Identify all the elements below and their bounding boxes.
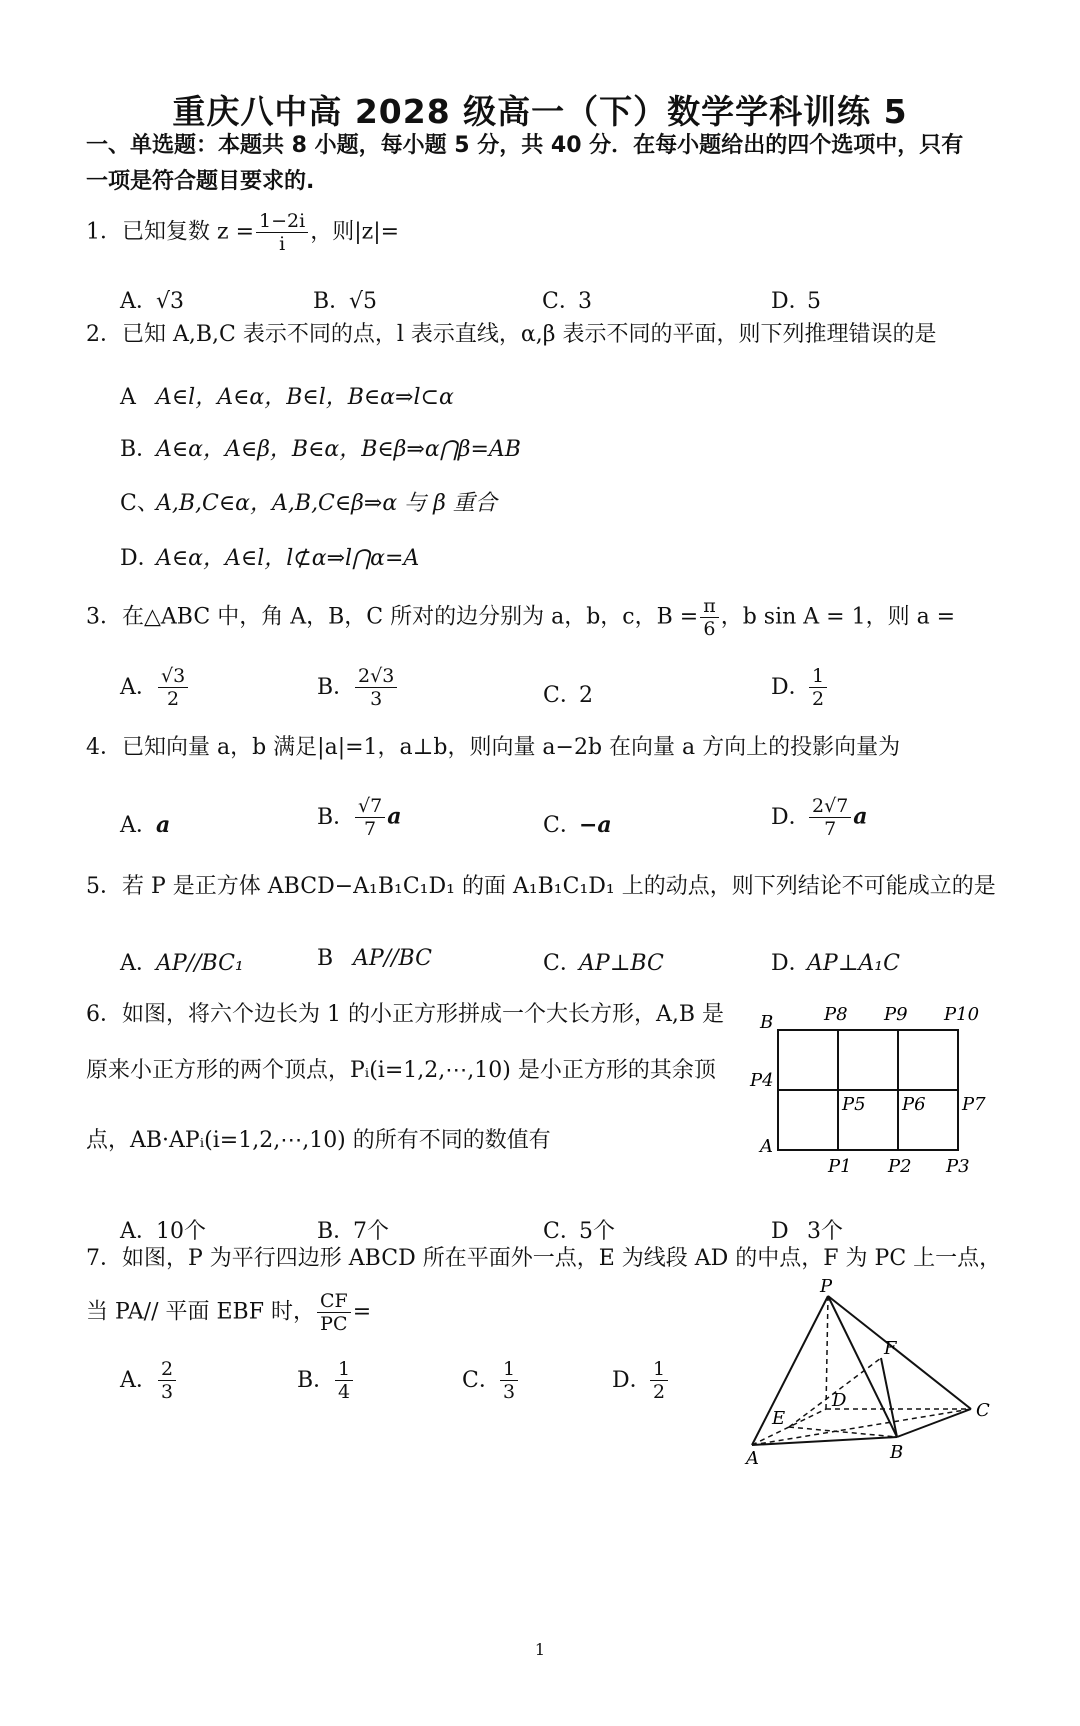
- q1-frac-num: 1−2i: [256, 210, 308, 233]
- option-text: a: [156, 812, 171, 838]
- q4-option-a[interactable]: [120, 808, 170, 839]
- q7-option-a[interactable]: [120, 1358, 178, 1403]
- question-1-stem: [86, 210, 399, 255]
- option-label: D．: [771, 951, 811, 976]
- q1-option-b[interactable]: [313, 284, 377, 315]
- option-label: D．: [771, 804, 811, 830]
- question-6-line1: 6．如图，将六个边长为 1 的小正方形拼成一个大长方形，A,B 是: [86, 1002, 725, 1027]
- option-label: B: [317, 946, 334, 971]
- option-text: 5个: [579, 1219, 615, 1244]
- option-label: C．: [543, 1219, 582, 1244]
- q7-label: D: [832, 1390, 847, 1411]
- q3-stem-pre: 3．在△ABC 中，角 A，B，C 所对的边分别为 a，b，c，B =: [86, 604, 699, 630]
- question-7-line1: 7．如图，P 为平行四边形 ABCD 所在平面外一点，E 为线段 AD 的中点，F 为 PC 上一点，: [86, 1246, 1002, 1271]
- q6-label: P1: [828, 1156, 852, 1177]
- question-2-stem: 2．已知 A,B,C 表示不同的点，l 表示直线，α,β 表示不同的平面，则下列推理错误的是: [86, 322, 937, 347]
- option-label: C．: [543, 683, 582, 708]
- frac-den: 3: [503, 1381, 516, 1403]
- option-text: AP//BC: [353, 946, 432, 971]
- option-fraction: [158, 1358, 176, 1403]
- option-label: B．: [297, 1367, 336, 1393]
- option-suffix: a: [387, 803, 402, 830]
- edge-PD: [826, 1296, 828, 1409]
- q7-option-b[interactable]: [297, 1358, 355, 1403]
- option-fraction: [650, 1358, 668, 1403]
- q1-stem-pre: 1．已知复数 z =: [86, 219, 255, 245]
- q2-option-d[interactable]: [120, 541, 419, 572]
- q7-option-d[interactable]: [612, 1358, 670, 1403]
- option-label: D．: [771, 674, 811, 700]
- q6-label: P4: [750, 1070, 774, 1091]
- q7-line2-pre: 当 PA// 平面 EBF 时，: [86, 1299, 315, 1325]
- q1-stem-post: ，则|z|=: [310, 219, 400, 245]
- q7-fraction: [317, 1290, 351, 1335]
- option-label: C．: [543, 813, 582, 838]
- frac-num: √3: [158, 665, 188, 688]
- option-text: A∈α，A∈l，l⊄α⇒l⋂α=A: [156, 546, 420, 571]
- q7-label: C: [976, 1400, 990, 1421]
- option-text: A∈α，A∈β，B∈α，B∈β⇒α⋂β=AB: [156, 437, 521, 462]
- q6-label: P3: [946, 1156, 970, 1177]
- option-fraction: [158, 665, 188, 710]
- frac-num: 2: [158, 1358, 176, 1381]
- edge-BC: [897, 1409, 971, 1437]
- q6-label: P6: [902, 1094, 926, 1115]
- option-label: A．: [120, 1367, 158, 1393]
- frac-den: 4: [338, 1381, 351, 1403]
- page-number: 1: [534, 1640, 546, 1659]
- q3-option-b[interactable]: [317, 665, 399, 710]
- q7-pyramid-figure: [740, 1278, 1000, 1468]
- option-text: √3: [156, 289, 185, 314]
- frac-den: 3: [370, 688, 383, 710]
- option-label: A．: [120, 1219, 158, 1244]
- option-label: C、: [120, 491, 159, 516]
- q6-grid-figure: [748, 1000, 998, 1180]
- option-fraction: [355, 665, 397, 710]
- q6-label: P9: [884, 1004, 908, 1025]
- q6-label: P5: [842, 1094, 866, 1115]
- frac-den: 2: [653, 1381, 666, 1403]
- option-label: D．: [771, 289, 811, 314]
- option-label: D．: [612, 1367, 652, 1393]
- q5-option-d[interactable]: [771, 946, 900, 977]
- edge-PA: [752, 1296, 828, 1445]
- q6-label: P7: [962, 1094, 986, 1115]
- q7-label: E: [772, 1408, 786, 1429]
- option-text: AP⊥BC: [579, 951, 664, 976]
- q7-label: B: [890, 1442, 904, 1463]
- q4-option-b[interactable]: [317, 795, 401, 840]
- q3-frac-den: 6: [703, 618, 716, 640]
- q2-option-c[interactable]: [120, 486, 497, 517]
- q5-option-b[interactable]: [317, 946, 432, 971]
- q7-frac-den: PC: [320, 1313, 348, 1335]
- option-fraction: [355, 795, 385, 840]
- option-text: 3: [578, 289, 592, 314]
- option-text: 3个: [807, 1219, 843, 1244]
- frac-num: 1: [335, 1358, 353, 1381]
- option-label: B．: [313, 289, 352, 314]
- edge-PC: [828, 1296, 971, 1409]
- frac-num: 1: [809, 665, 827, 688]
- q1-option-d[interactable]: [771, 284, 821, 315]
- q5-option-a[interactable]: [120, 946, 244, 977]
- section-heading-line2: 一项是符合题目要求的.: [86, 169, 315, 194]
- q4-option-d[interactable]: [771, 795, 868, 840]
- option-label: C．: [543, 951, 582, 976]
- option-label: C．: [462, 1367, 501, 1393]
- question-7-line2: [86, 1290, 371, 1335]
- section-heading-line1: 一、单选题：本题共 8 小题，每小题 5 分，共 40 分．在每小题给出的四个选项中，只有: [86, 133, 964, 158]
- option-text: −a: [579, 812, 612, 838]
- option-suffix: a: [853, 803, 868, 830]
- question-6-line3: 点，AB·APᵢ(i=1,2,⋯,10) 的所有不同的数值有: [86, 1128, 551, 1153]
- frac-den: 7: [824, 818, 837, 840]
- q3-frac-num: π: [700, 595, 719, 618]
- frac-den: 2: [167, 688, 180, 710]
- q6-option-d[interactable]: [771, 1214, 843, 1245]
- q6-label: P10: [944, 1004, 980, 1025]
- q3-option-a[interactable]: [120, 665, 190, 710]
- option-label: A: [120, 385, 136, 410]
- q6-option-a[interactable]: [120, 1214, 206, 1245]
- option-text: √5: [349, 289, 378, 314]
- option-label: B．: [317, 804, 356, 830]
- q1-fraction: [256, 210, 308, 255]
- q4-option-c[interactable]: [543, 808, 612, 839]
- option-label: B．: [317, 1219, 356, 1244]
- q3-option-c[interactable]: [543, 678, 593, 709]
- frac-num: 2√7: [809, 795, 851, 818]
- section-heading: [86, 128, 963, 200]
- option-text: AP//BC₁: [156, 951, 244, 976]
- option-fraction: [335, 1358, 353, 1403]
- option-text: 2: [579, 683, 593, 708]
- frac-num: 1: [650, 1358, 668, 1381]
- q7-label: P: [820, 1278, 833, 1297]
- frac-den: 7: [364, 818, 377, 840]
- question-3-stem: [86, 595, 955, 640]
- q5-option-c[interactable]: [543, 946, 664, 977]
- option-label: D: [771, 1219, 789, 1244]
- question-4-stem: 4．已知向量 a，b 满足|a|=1，a⊥b，则向量 a−2b 在向量 a 方向上的投影向量为: [86, 735, 901, 760]
- q6-label: P8: [824, 1004, 848, 1025]
- option-label: C．: [542, 289, 581, 314]
- option-text: 7个: [353, 1219, 389, 1244]
- q2-option-b[interactable]: [120, 432, 521, 463]
- frac-num: 2√3: [355, 665, 397, 688]
- q1-frac-den: i: [279, 233, 286, 255]
- q2-option-a[interactable]: [120, 380, 454, 411]
- question-6-line2: 原来小正方形的两个顶点，Pᵢ(i=1,2,⋯,10) 是小正方形的其余顶: [86, 1058, 716, 1083]
- option-text: A,B,C∈α，A,B,C∈β⇒α 与 β 重合: [156, 491, 497, 516]
- q1-option-a[interactable]: [120, 284, 184, 315]
- option-label: B．: [120, 437, 159, 462]
- option-label: D．: [120, 546, 160, 571]
- q3-stem-post: ，b sin A = 1，则 a =: [720, 604, 956, 630]
- frac-num: 1: [500, 1358, 518, 1381]
- q3-fraction: [700, 595, 719, 640]
- q6-option-b[interactable]: [317, 1214, 389, 1245]
- option-text: 10个: [156, 1219, 206, 1244]
- page-title: 重庆八中高 2028 级高一（下）数学学科训练 5: [172, 92, 908, 131]
- option-label: B．: [317, 674, 356, 700]
- q7-label: A: [746, 1448, 759, 1468]
- option-fraction: [809, 665, 827, 710]
- option-text: 5: [807, 289, 821, 314]
- option-label: A．: [120, 951, 158, 976]
- q7-option-c[interactable]: [462, 1358, 520, 1403]
- q6-label: A: [760, 1136, 773, 1157]
- edge-FB: [881, 1358, 897, 1437]
- q6-label: B: [760, 1012, 774, 1033]
- option-label: A．: [120, 813, 158, 838]
- frac-num: √7: [355, 795, 385, 818]
- option-fraction: [809, 795, 851, 840]
- option-fraction: [500, 1358, 518, 1403]
- q1-option-c[interactable]: [542, 284, 592, 315]
- option-label: A．: [120, 674, 158, 700]
- q7-line2-post: =: [352, 1299, 372, 1325]
- q3-option-d[interactable]: [771, 665, 829, 710]
- question-5-stem: 5．若 P 是正方体 ABCD−A₁B₁C₁D₁ 的面 A₁B₁C₁D₁ 上的动点，则下列结论不可能成立的是: [86, 874, 996, 899]
- frac-den: 2: [812, 688, 825, 710]
- q7-label: F: [884, 1338, 897, 1359]
- q7-frac-num: CF: [317, 1290, 351, 1313]
- option-text: AP⊥A₁C: [807, 951, 900, 976]
- option-label: A．: [120, 289, 158, 314]
- q6-option-c[interactable]: [543, 1214, 615, 1245]
- q6-label: P2: [888, 1156, 912, 1177]
- option-text: A∈l，A∈α，B∈l，B∈α⇒l⊂α: [156, 385, 454, 410]
- edge-PB: [828, 1296, 897, 1437]
- frac-den: 3: [161, 1381, 174, 1403]
